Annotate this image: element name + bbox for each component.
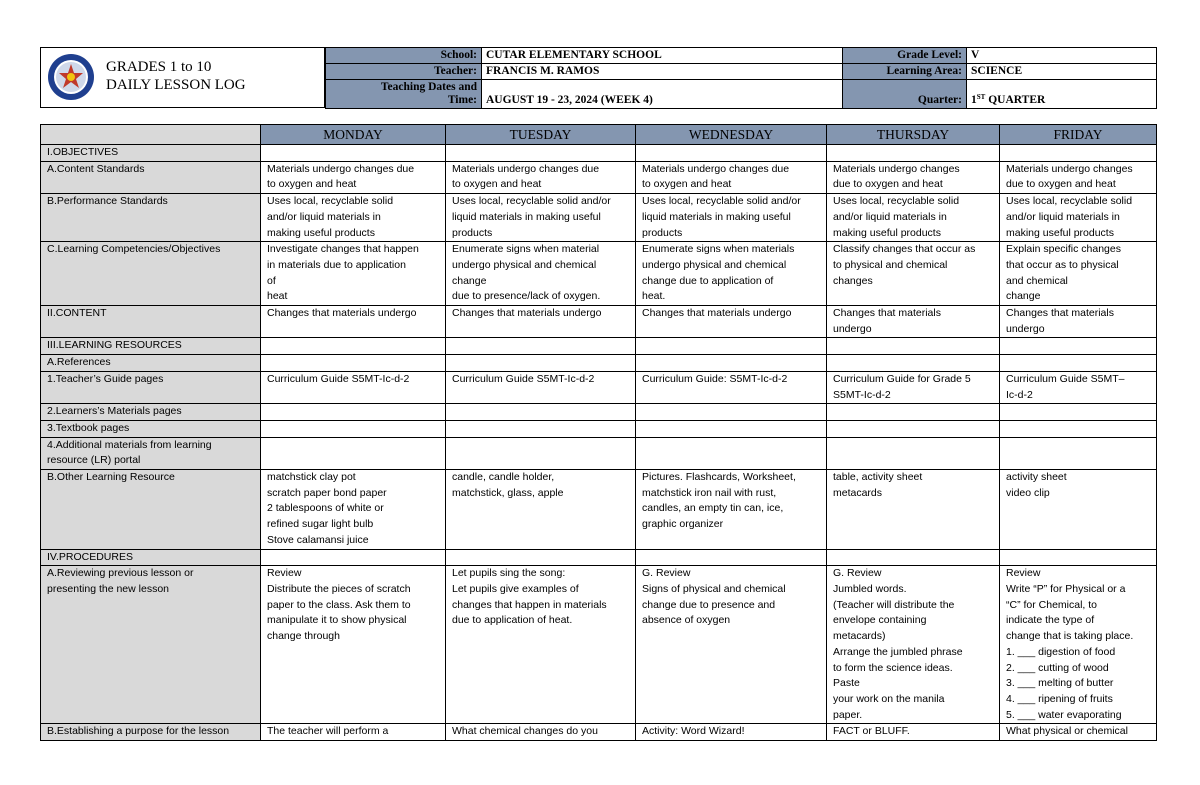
day-header-thursday: THURSDAY [827,125,1000,145]
day-header-wednesday: WEDNESDAY [636,125,827,145]
cell-friday: Explain specific changes that occur as to physical and chemical change [1000,242,1157,306]
day-header-friday: FRIDAY [1000,125,1157,145]
table-row [41,724,1157,741]
quarter-label: Quarter: [843,80,967,109]
section-label: III.LEARNING RESOURCES [41,338,261,355]
cell-tuesday [446,338,636,355]
cell-tuesday: Changes that materials undergo [446,306,636,338]
table-row [41,306,1157,338]
cell-friday [1000,338,1157,355]
row-label: A.Reviewing previous lesson or presenting the new lesson [41,566,261,724]
cell-friday: What physical or chemical [1000,724,1157,741]
quarter-superscript: ST [976,93,986,101]
learning-area-label: Learning Area: [843,64,967,80]
cell-thursday: Changes that materials undergo [827,306,1000,338]
grade-label: Grade Level: [843,48,967,64]
cell-friday: Curriculum Guide S5MT– Ic-d-2 [1000,371,1157,403]
cell-friday: Review Write “P” for Physical or a “C” for Chemical, to indicate the type of change that is taking place. 1. ___ digestion of food 2. ___ cutting of wood 3. ___ melting of butter 4. ___ ripening of fruits 5. ___ water evaporating [1000,566,1157,724]
cell-tuesday: Enumerate signs when material undergo physical and chemical change due to presence/lack of oxygen. [446,242,636,306]
row-label: 1.Teacher’s Guide pages [41,371,261,403]
title-line-1: GRADES 1 to 10 [106,59,212,75]
cell-thursday [827,437,1000,469]
cell-friday: Changes that materials undergo [1000,306,1157,338]
section-row [41,338,1157,355]
cell-monday: Curriculum Guide S5MT-Ic-d-2 [261,371,446,403]
row-label: B.Performance Standards [41,194,261,242]
cell-tuesday [446,437,636,469]
day-header-monday: MONDAY [261,125,446,145]
teacher-label: Teacher: [326,64,482,80]
cell-monday: Uses local, recyclable solid and/or liquid materials in making useful products [261,194,446,242]
quarter-value [967,80,1157,109]
section-row [41,145,1157,162]
cell-tuesday: candle, candle holder, matchstick, glass, apple [446,470,636,550]
deped-seal-icon [47,53,95,101]
cell-monday: Review Distribute the pieces of scratch paper to the class. Ask them to manipulate it to show physical change through [261,566,446,724]
learning-area-value: SCIENCE [967,64,1157,80]
row-label: B.Other Learning Resource [41,470,261,550]
row-label: B.Establishing a purpose for the lesson [41,724,261,741]
cell-thursday: Classify changes that occur as to physical and chemical changes [827,242,1000,306]
row-label: 3.Textbook pages [41,420,261,437]
section-label: IV.PROCEDURES [41,549,261,566]
row-label: A.Content Standards [41,161,261,193]
cell-monday [261,355,446,372]
cell-monday [261,437,446,469]
table-row [41,161,1157,193]
quarter-number: 1 [971,94,977,106]
cell-thursday: G. Review Jumbled words. (Teacher will distribute the envelope containing metacards) Arrange the jumbled phrase to form the science ideas. Paste your work on the manila paper. [827,566,1000,724]
cell-monday [261,404,446,421]
cell-thursday: Curriculum Guide for Grade 5 S5MT-Ic-d-2 [827,371,1000,403]
cell-thursday: table, activity sheet metacards [827,470,1000,550]
cell-thursday: FACT or BLUFF. [827,724,1000,741]
cell-wednesday: G. Review Signs of physical and chemical change due to presence and absence of oxygen [636,566,827,724]
cell-thursday: Uses local, recyclable solid and/or liquid materials in making useful products [827,194,1000,242]
table-row [41,470,1157,550]
day-header-corner [41,125,261,145]
cell-monday: Changes that materials undergo [261,306,446,338]
grade-value: V [967,48,1157,64]
cell-friday: Materials undergo changes due to oxygen and heat [1000,161,1157,193]
cell-wednesday [636,420,827,437]
header-title-box [40,47,325,108]
cell-wednesday: Materials undergo changes due to oxygen and heat [636,161,827,193]
teacher-value: FRANCIS M. RAMOS [482,64,843,80]
cell-tuesday: What chemical changes do you [446,724,636,741]
cell-friday [1000,437,1157,469]
cell-monday: Materials undergo changes due to oxygen and heat [261,161,446,193]
cell-wednesday: Curriculum Guide: S5MT-Ic-d-2 [636,371,827,403]
row-label: C.Learning Competencies/Objectives [41,242,261,306]
row-label: 4.Additional materials from learning resource (LR) portal [41,437,261,469]
row-label: A.References [41,355,261,372]
cell-tuesday [446,549,636,566]
cell-monday [261,549,446,566]
cell-thursday [827,420,1000,437]
cell-thursday [827,355,1000,372]
header-info-table [325,47,1157,109]
cell-tuesday [446,145,636,162]
cell-monday: The teacher will perform a [261,724,446,741]
cell-monday: Investigate changes that happen in materials due to application of heat [261,242,446,306]
day-header-row [41,125,1157,145]
cell-monday [261,420,446,437]
cell-wednesday [636,355,827,372]
section-label: I.OBJECTIVES [41,145,261,162]
cell-monday [261,145,446,162]
table-row [41,566,1157,724]
cell-wednesday: Activity: Word Wizard! [636,724,827,741]
day-header-tuesday: TUESDAY [446,125,636,145]
cell-wednesday: Enumerate signs when materials undergo physical and chemical change due to application of heat. [636,242,827,306]
cell-friday [1000,404,1157,421]
cell-tuesday [446,404,636,421]
cell-wednesday [636,338,827,355]
cell-thursday [827,404,1000,421]
cell-friday [1000,420,1157,437]
cell-thursday [827,145,1000,162]
table-row [41,420,1157,437]
cell-tuesday: Materials undergo changes due to oxygen and heat [446,161,636,193]
cell-tuesday: Curriculum Guide S5MT-Ic-d-2 [446,371,636,403]
table-row [41,371,1157,403]
cell-friday [1000,355,1157,372]
cell-thursday [827,549,1000,566]
cell-wednesday [636,549,827,566]
cell-tuesday [446,420,636,437]
title-line-2: DAILY LESSON LOG [106,77,246,93]
school-label: School: [326,48,482,64]
quarter-word: QUARTER [985,94,1046,106]
teaching-dates-label: Teaching Dates and Time: [326,80,482,109]
cell-tuesday: Uses local, recyclable solid and/or liquid materials in making useful products [446,194,636,242]
cell-thursday [827,338,1000,355]
teaching-dates-value: AUGUST 19 - 23, 2024 (WEEK 4) [482,80,843,109]
cell-tuesday: Let pupils sing the song: Let pupils give examples of changes that happen in materials due to application of heat. [446,566,636,724]
cell-friday: activity sheet video clip [1000,470,1157,550]
cell-wednesday: Changes that materials undergo [636,306,827,338]
cell-wednesday: Pictures. Flashcards, Worksheet, matchstick iron nail with rust, candles, an empty tin can, ice, graphic organizer [636,470,827,550]
cell-thursday: Materials undergo changes due to oxygen and heat [827,161,1000,193]
cell-wednesday: Uses local, recyclable solid and/or liquid materials in making useful products [636,194,827,242]
table-row [41,437,1157,469]
cell-wednesday [636,437,827,469]
table-row [41,355,1157,372]
cell-friday [1000,145,1157,162]
cell-friday [1000,549,1157,566]
row-label: 2.Learners’s Materials pages [41,404,261,421]
school-value: CUTAR ELEMENTARY SCHOOL [482,48,843,64]
table-row [41,242,1157,306]
cell-wednesday [636,404,827,421]
table-row [41,404,1157,421]
cell-monday [261,338,446,355]
table-row [41,194,1157,242]
cell-friday: Uses local, recyclable solid and/or liquid materials in making useful products [1000,194,1157,242]
cell-tuesday [446,355,636,372]
row-label: II.CONTENT [41,306,261,338]
lesson-log-table [40,124,1157,741]
cell-wednesday [636,145,827,162]
section-row [41,549,1157,566]
cell-monday: matchstick clay pot scratch paper bond paper 2 tablespoons of white or refined sugar light bulb Stove calamansi juice [261,470,446,550]
